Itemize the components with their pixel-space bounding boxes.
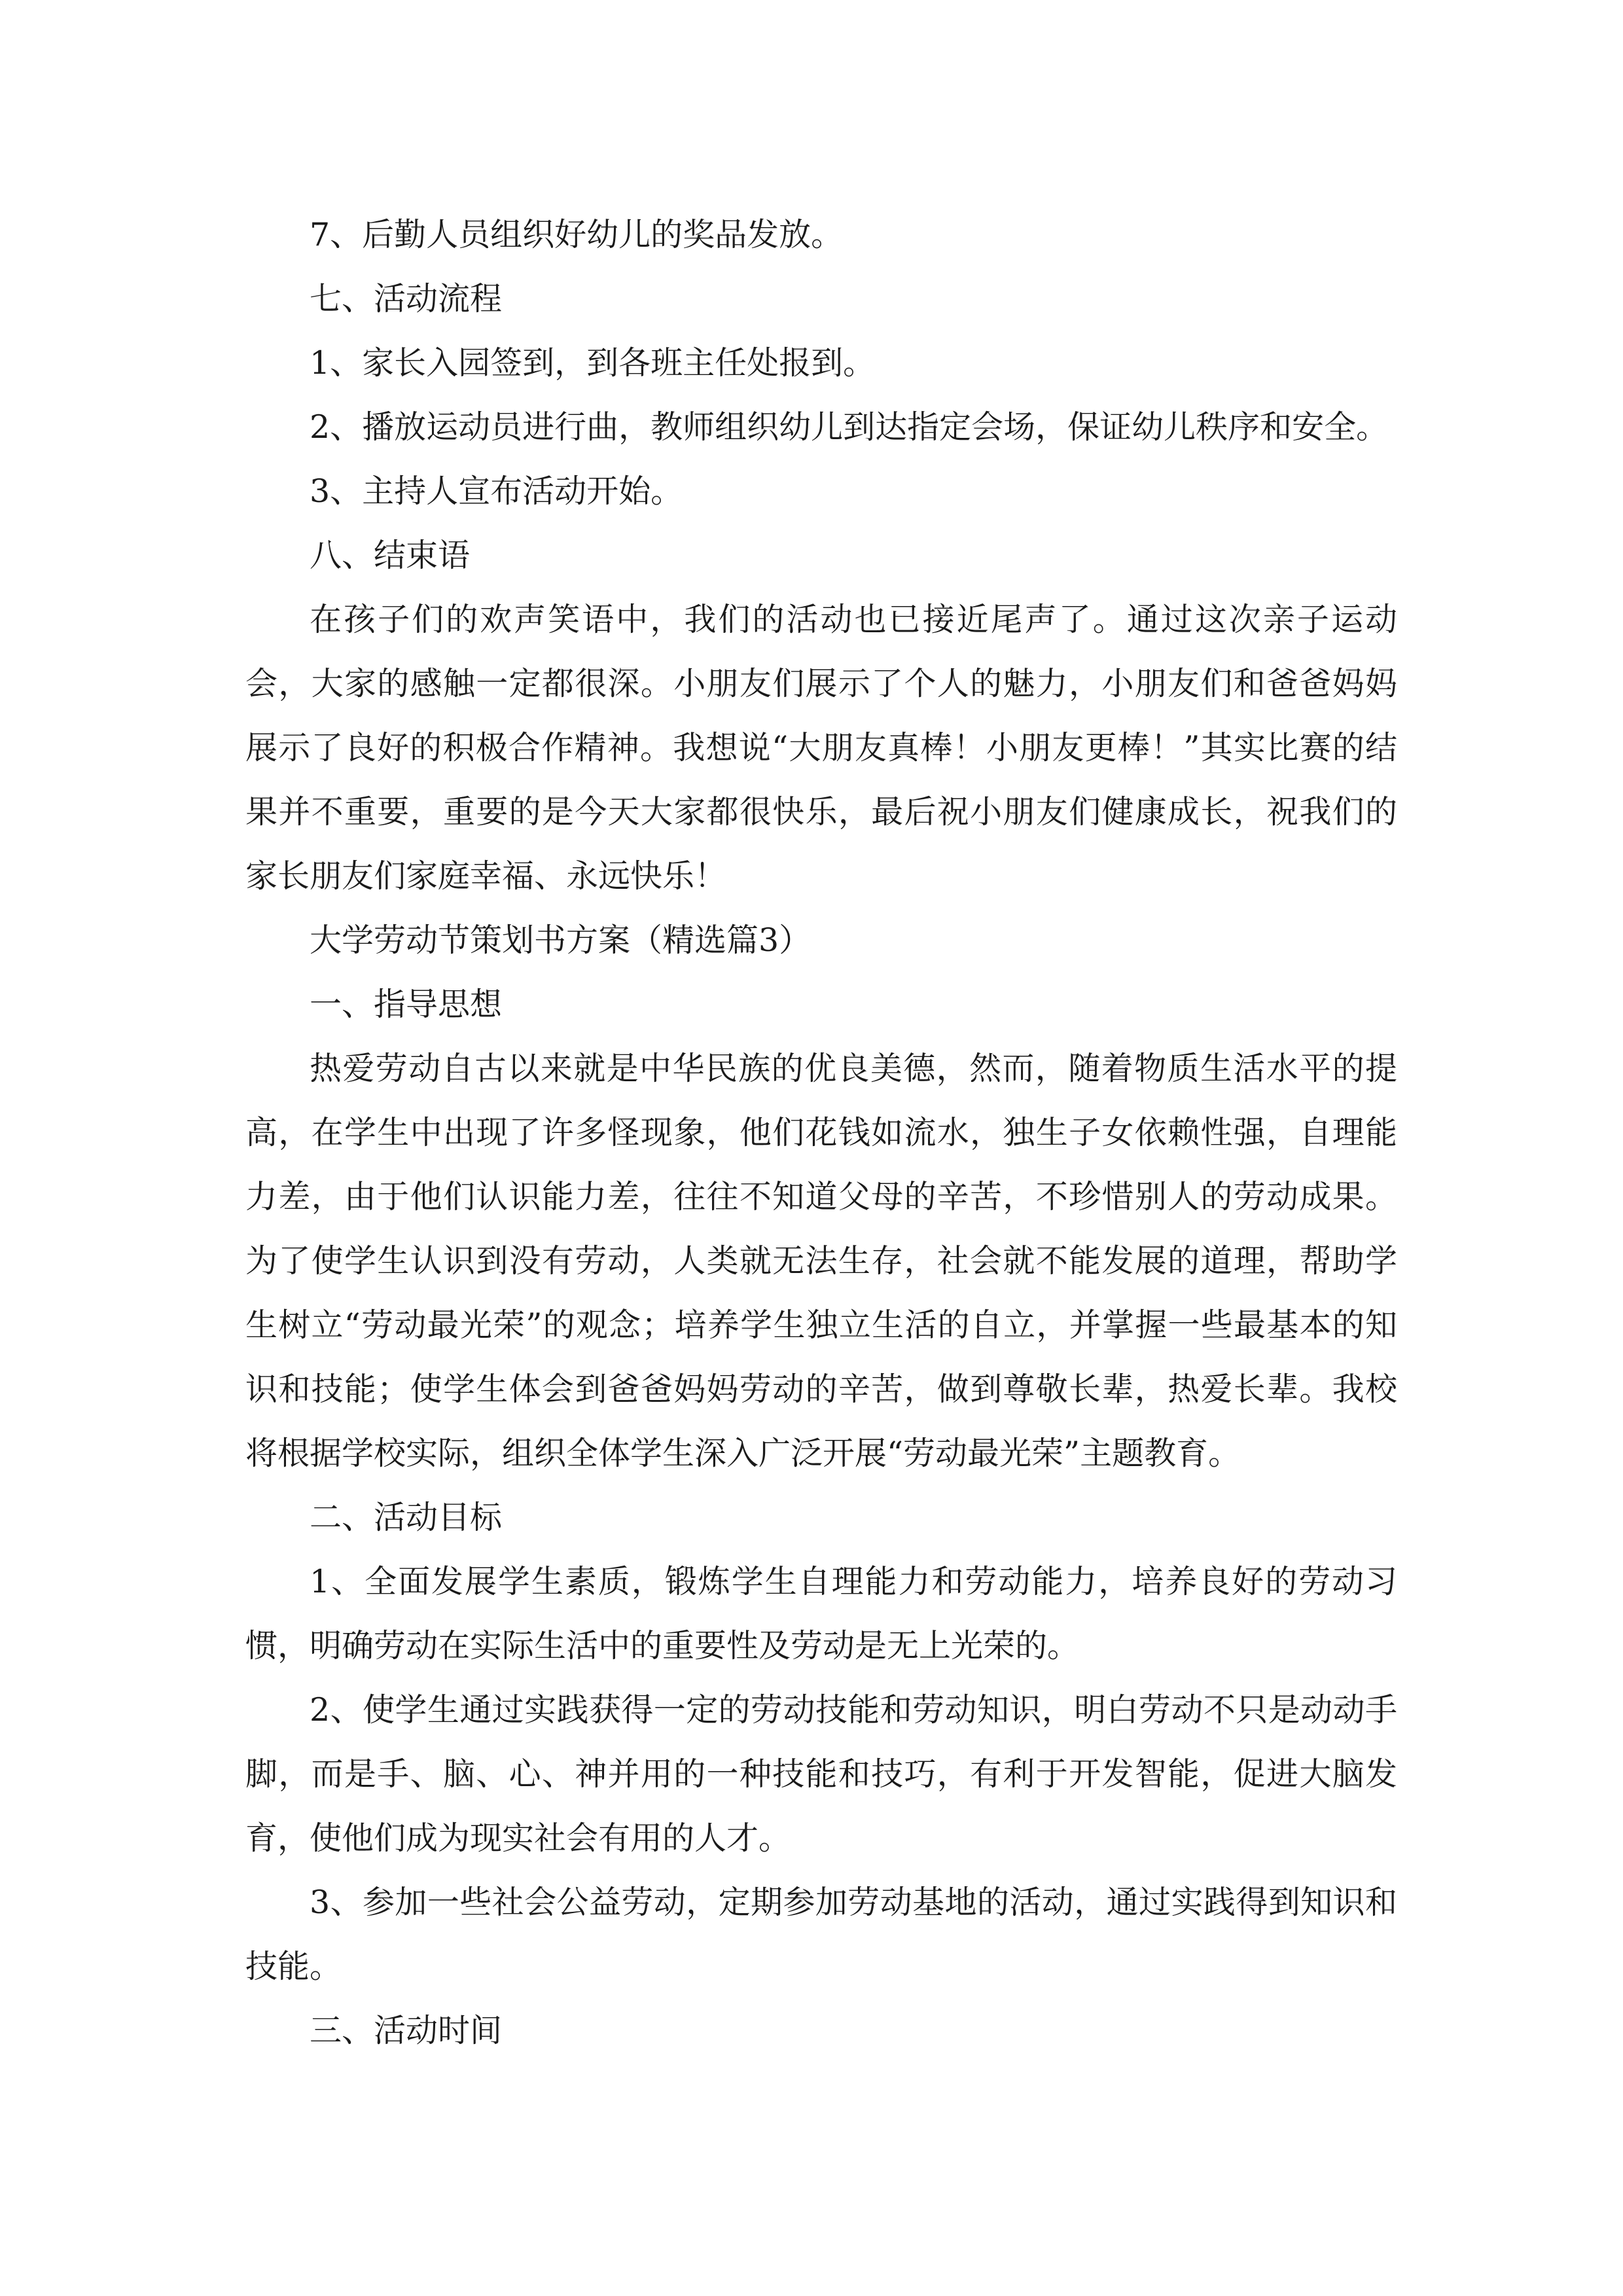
paragraph-flow-3: 3、主持人宣布活动开始。: [310, 473, 683, 510]
paragraph-closing: 在孩子们的欢声笑语中，我们的活动也已接近尾声了。通过这次亲子运动会，大家的感触一定都很深。小朋友们展示了个人的魅力，小朋友们和爸爸妈妈展示了良好的积极合作精神。我想说“大朋友真棒！小朋友更棒！”其实比赛的结果并不重要，重要的是今天大家都很快乐，最后祝小朋友们健康成长，祝我们的家长朋友们家庭幸福、永远快乐！: [245, 601, 1397, 895]
paragraph-goal-1: 1、全面发展学生素质，锻炼学生自理能力和劳动能力，培养良好的劳动习惯，明确劳动在实际生活中的重要性及劳动是无上光荣的。: [245, 1563, 1397, 1664]
paragraph-flow-2: 2、播放运动员进行曲，教师组织幼儿到达指定会场，保证幼儿秩序和安全。: [310, 408, 1389, 446]
section-heading-closing: 八、结束语: [310, 537, 471, 574]
section-heading-time: 三、活动时间: [310, 2012, 503, 2049]
paragraph-guiding-thought: 热爱劳动自古以来就是中华民族的优良美德，然而，随着物质生活水平的提高，在学生中出现了许多怪现象，他们花钱如流水，独生子女依赖性强，自理能力差，由于他们认识能力差，往往不知道父母的辛苦，不珍惜别人的劳动成果。为了使学生认识到没有劳动，人类就无法生存，社会就不能发展的道理，帮助学生树立“劳动最光荣”的观念；培养学生独立生活的自立，并掌握一些最基本的知识和技能；使学生体会到爸爸妈妈劳动的辛苦，做到尊敬长辈，热爱长辈。我校将根据学校实际，组织全体学生深入广泛开展“劳动最光荣”主题教育。: [245, 1050, 1397, 1472]
section-heading-activity-flow: 七、活动流程: [310, 280, 503, 317]
paragraph-flow-1: 1、家长入园签到，到各班主任处报到。: [310, 344, 876, 382]
document-body: [245, 203, 1397, 2063]
section-heading-goals: 二、活动目标: [310, 1499, 503, 1536]
paragraph-goal-2: 2、使学生通过实践获得一定的劳动技能和劳动知识，明白劳动不只是动动手脚，而是手、脑、心、神并用的一种技能和技巧，有利于开发智能，促进大脑发育，使他们成为现实社会有用的人才。: [245, 1691, 1397, 1857]
paragraph-goal-3: 3、参加一些社会公益劳动，定期参加劳动基地的活动，通过实践得到知识和技能。: [245, 1884, 1397, 1985]
document-subtitle: 大学劳动节策划书方案（精选篇3）: [310, 922, 812, 959]
paragraph-item-7: 7、后勤人员组织好幼儿的奖品发放。: [310, 216, 844, 253]
section-heading-guiding-thought: 一、指导思想: [310, 986, 503, 1023]
